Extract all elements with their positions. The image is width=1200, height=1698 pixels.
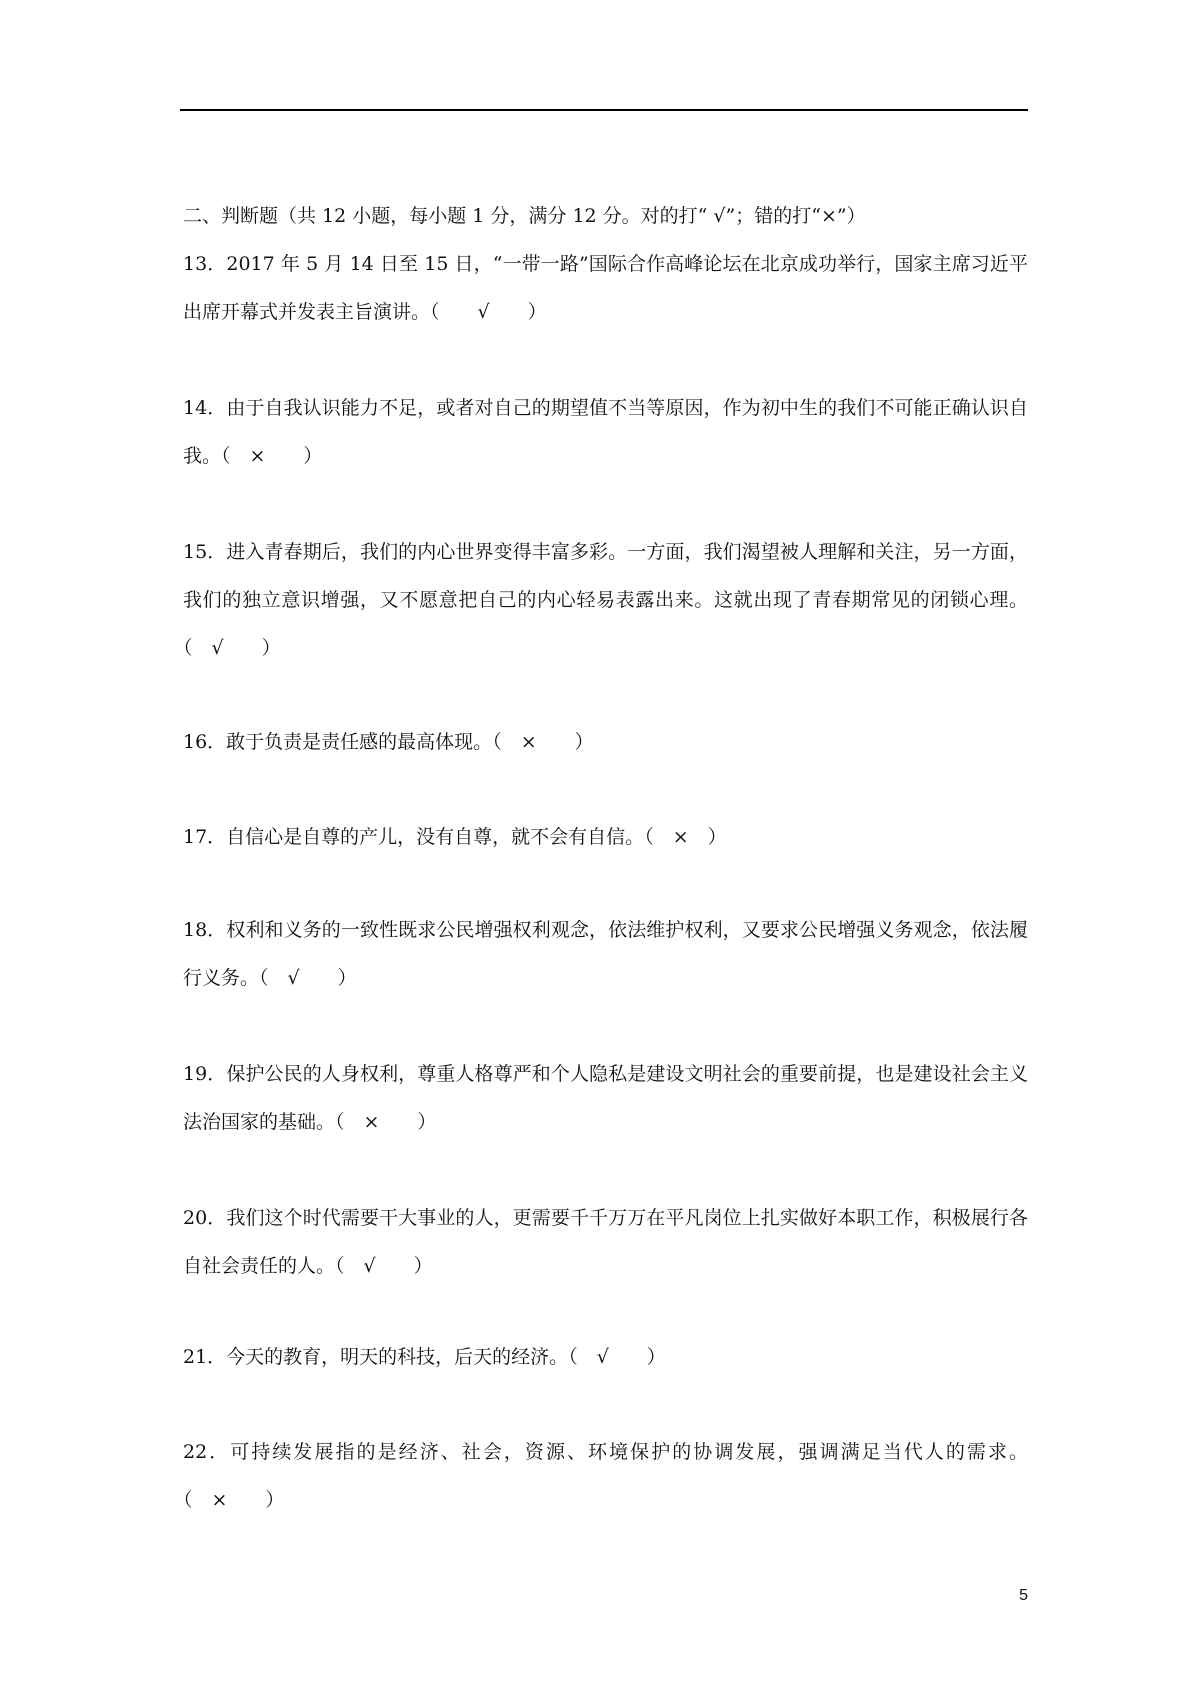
question-text: 18．权利和义务的一致性既求公民增强权利观念，依法维护权利，又要求公民增强义务观念，依法履行义务。: [183, 919, 1028, 989]
question-text: 17．自信心是自尊的产儿，没有自尊，就不会有自信。: [183, 826, 645, 848]
question-text: 22．可持续发展指的是经济、社会，资源、环境保护的协调发展，强调满足当代人的需求。: [183, 1441, 1028, 1463]
answer-mark: （ √ ）: [430, 301, 547, 323]
answer-mark: （ √ ）: [568, 1346, 666, 1368]
question-19: [183, 1050, 1028, 1146]
question-15: [183, 528, 1028, 672]
section-heading: 二、判断题（共 12 小题，每小题 1 分，满分 12 分。对的打“ √”；错的打“×”）: [183, 205, 866, 227]
answer-mark: （ √ ）: [183, 637, 281, 659]
answer-mark: （ × ）: [492, 731, 594, 753]
question-18: [183, 906, 1028, 1002]
question-text: 16．敢于负责是责任感的最高体现。: [183, 731, 493, 753]
question-20: [183, 1194, 1028, 1290]
question-17: [183, 813, 1028, 861]
question-text: 19．保护公民的人身权利，尊重人格尊严和个人隐私是建设文明社会的重要前提，也是建设社会主义法治国家的基础。: [183, 1063, 1028, 1133]
answer-mark: （ × ）: [221, 445, 323, 467]
question-14: [183, 384, 1028, 480]
answer-mark: （ × ）: [183, 1489, 285, 1511]
question-text: 20．我们这个时代需要干大事业的人，更需要千千万万在平凡岗位上扎实做好本职工作，积极展行各自社会责任的人。: [183, 1207, 1028, 1277]
answer-mark: （ × ）: [335, 1111, 437, 1133]
header-rule: [180, 109, 1028, 111]
question-text: 15．进入青春期后，我们的内心世界变得丰富多彩。一方面，我们渴望被人理解和关注，另一方面，我们的独立意识增强，又不愿意把自己的内心轻易表露出来。这就出现了青春期常见的闭锁心理。: [183, 541, 1028, 611]
page-number: 5: [1019, 1587, 1028, 1604]
question-13: [183, 240, 1028, 336]
question-21: [183, 1333, 1028, 1381]
question-text: 13．2017 年 5 月 14 日至 15 日，“一带一路”国际合作高峰论坛在北京成功举行，国家主席习近平出席开幕式并发表主旨演讲。: [183, 253, 1028, 323]
question-16: [183, 718, 1028, 766]
question-22: [183, 1428, 1028, 1524]
answer-mark: （ × ）: [644, 826, 727, 848]
answer-mark: （ √ ）: [259, 967, 357, 989]
answer-mark: （ √ ）: [335, 1255, 433, 1277]
question-text: 21．今天的教育，明天的科技，后天的经济。: [183, 1346, 569, 1368]
question-text: 14．由于自我认识能力不足，或者对自己的期望值不当等原因，作为初中生的我们不可能正确认识自我。: [183, 397, 1028, 467]
